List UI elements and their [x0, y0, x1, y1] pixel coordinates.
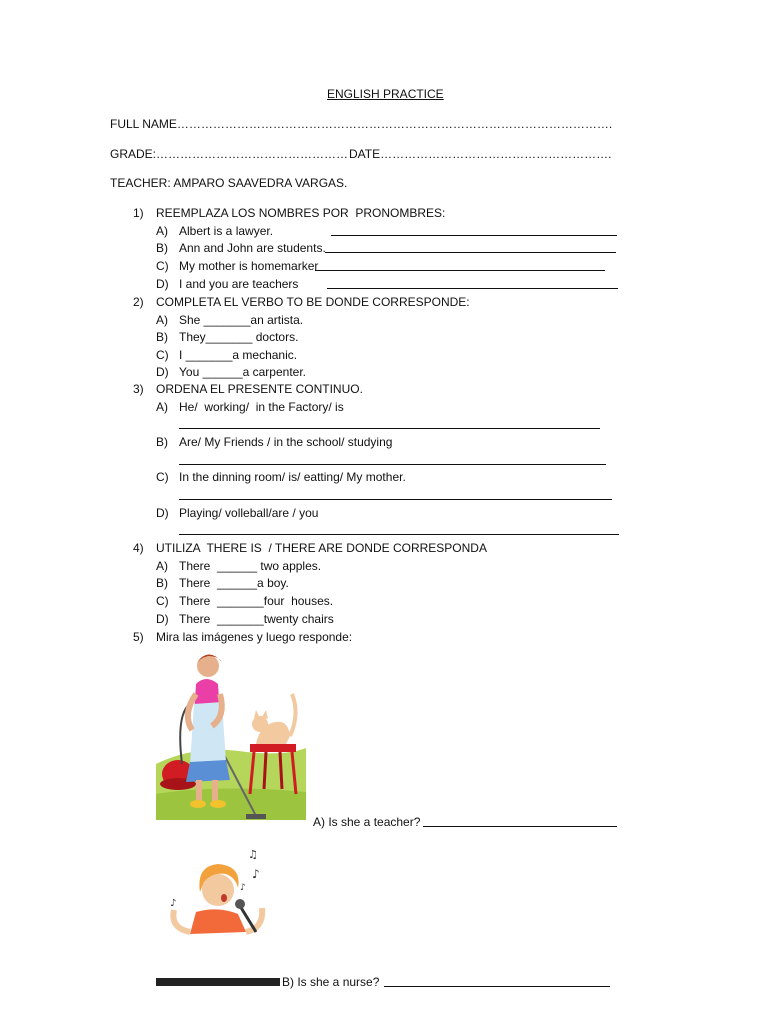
- item-letter: D): [156, 365, 169, 379]
- section-number: 1): [133, 206, 144, 220]
- item-text: Albert is a lawyer.: [179, 224, 274, 238]
- item-letter: B): [156, 435, 168, 449]
- vacuuming-woman-illustration: [156, 644, 306, 826]
- teacher-line: TEACHER: AMPARO SAAVEDRA VARGAS.: [110, 176, 348, 190]
- item-letter: D): [156, 506, 169, 520]
- section-heading: UTILIZA THERE IS / THERE ARE DONDE CORRESPONDA: [156, 541, 487, 555]
- answer-blank: [179, 453, 606, 465]
- item-letter: D): [156, 277, 169, 291]
- item-text: There _______twenty chairs: [179, 612, 334, 626]
- item-letter: B): [156, 330, 168, 344]
- answer-blank: [327, 277, 618, 289]
- section-number: 2): [133, 295, 144, 309]
- item-text: Are/ My Friends / in the school/ studying: [179, 435, 393, 449]
- answer-blank: [331, 224, 617, 236]
- item-text: I and you are teachers: [179, 277, 299, 291]
- section-heading: Mira las imágenes y luego responde:: [156, 630, 353, 644]
- question-text: A) Is she a teacher?: [313, 815, 421, 829]
- section-number: 3): [133, 382, 144, 396]
- item-letter: B): [156, 576, 168, 590]
- item-letter: A): [156, 224, 168, 238]
- section-number: 5): [133, 630, 144, 644]
- item-letter: C): [156, 470, 169, 484]
- item-text: You ______a carpenter.: [179, 365, 307, 379]
- item-text: She _______an artista.: [179, 313, 304, 327]
- svg-text:♪: ♪: [170, 898, 177, 909]
- item-text: There _______four houses.: [179, 594, 334, 608]
- section-heading: COMPLETA EL VERBO TO BE DONDE CORRESPONDE:: [156, 295, 470, 309]
- item-letter: D): [156, 612, 169, 626]
- item-text: He/ working/ in the Factory/ is: [179, 400, 344, 414]
- item-text: Playing/ volleball/are / you: [179, 506, 319, 520]
- grade-field: GRADE:…………………………………………: [110, 147, 349, 161]
- item-letter: B): [156, 241, 168, 255]
- section-number: 4): [133, 541, 144, 555]
- item-letter: C): [156, 348, 169, 362]
- full-name-field: FULL NAME……………………………………………………………………………………………….: [110, 117, 613, 131]
- item-letter: A): [156, 313, 168, 327]
- question-text: B) Is she a nurse?: [282, 975, 380, 989]
- section-heading: REEMPLAZA LOS NOMBRES POR PRONOMBRES:: [156, 206, 446, 220]
- item-letter: A): [156, 400, 168, 414]
- answer-blank: [423, 815, 617, 827]
- svg-text:♪: ♪: [240, 883, 246, 893]
- answer-blank: [179, 417, 600, 429]
- item-text: They_______ doctors.: [179, 330, 299, 344]
- item-text: I _______a mechanic.: [179, 348, 298, 362]
- item-letter: A): [156, 559, 168, 573]
- item-text: My mother is homemarker: [179, 259, 319, 273]
- section-heading: ORDENA EL PRESENTE CONTINUO.: [156, 382, 363, 396]
- answer-blank: [179, 488, 612, 500]
- singing-woman-illustration: [156, 848, 280, 988]
- item-text: There ______a boy.: [179, 576, 289, 590]
- svg-text:♪: ♪: [252, 867, 260, 881]
- answer-blank: [315, 259, 605, 271]
- answer-blank: [325, 241, 616, 253]
- svg-text:♫: ♫: [248, 848, 258, 861]
- answer-blank: [179, 523, 619, 535]
- date-field: DATE………………………………………………….: [349, 147, 612, 161]
- answer-blank: [384, 975, 610, 987]
- item-letter: C): [156, 594, 169, 608]
- item-text: There ______ two apples.: [179, 559, 322, 573]
- item-letter: C): [156, 259, 169, 273]
- item-text: Ann and John are students.: [179, 241, 326, 255]
- worksheet-title: ENGLISH PRACTICE: [327, 87, 444, 101]
- item-text: In the dinning room/ is/ eatting/ My mother.: [179, 470, 406, 484]
